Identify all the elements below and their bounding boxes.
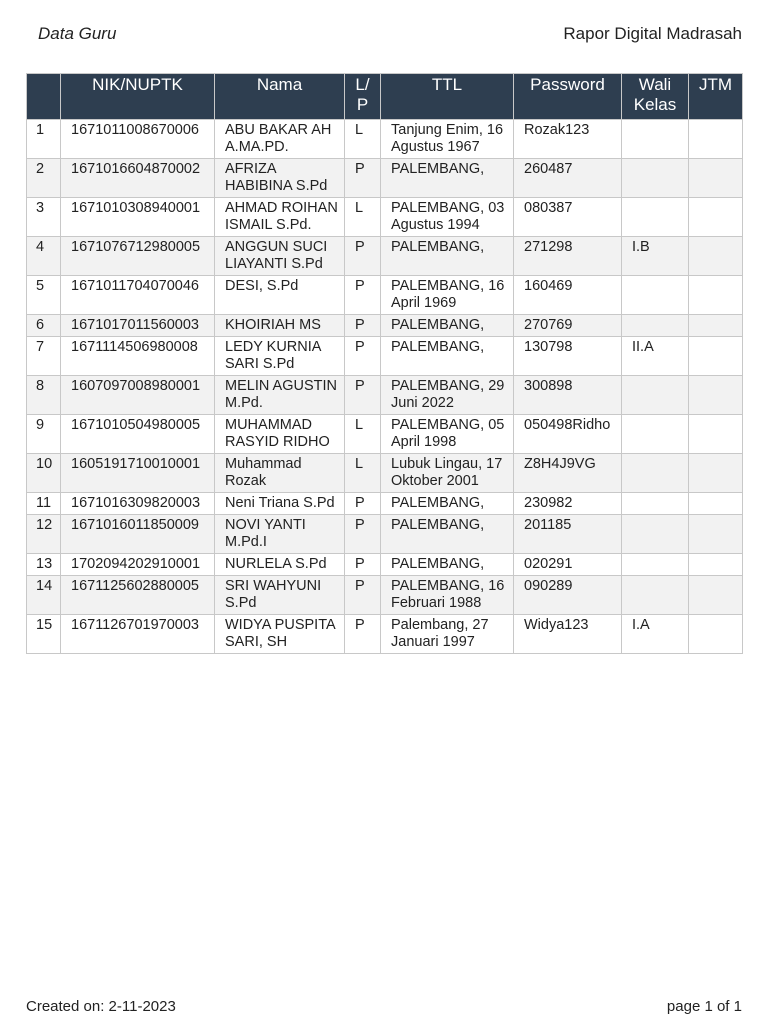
col-jtm-cell <box>689 376 743 415</box>
col-jtm-cell <box>689 198 743 237</box>
col-nik-cell: 1671017011560003 <box>61 315 215 337</box>
teacher-table <box>26 73 743 654</box>
col-nama-cell: DESI, S.Pd <box>215 276 345 315</box>
table-row <box>27 493 743 515</box>
col-number-cell: 7 <box>27 337 61 376</box>
col-jtm-cell <box>689 415 743 454</box>
col-password-cell: 080387 <box>514 198 622 237</box>
col-ttl-cell: PALEMBANG, <box>381 337 514 376</box>
col-password-cell: 271298 <box>514 237 622 276</box>
table-row <box>27 315 743 337</box>
col-number-cell: 4 <box>27 237 61 276</box>
col-gender-cell: P <box>345 493 381 515</box>
app-name: Rapor Digital Madrasah <box>563 24 742 43</box>
col-wali-kelas-cell <box>622 454 689 493</box>
document-title: Data Guru <box>38 24 117 43</box>
col-gender-header: L/ P <box>345 74 381 120</box>
col-gender-cell: L <box>345 454 381 493</box>
col-number-cell: 2 <box>27 159 61 198</box>
col-number-cell: 12 <box>27 515 61 554</box>
col-ttl-cell: PALEMBANG, <box>381 515 514 554</box>
col-password-cell: 050498Ridho <box>514 415 622 454</box>
col-jtm-cell <box>689 554 743 576</box>
col-number-cell: 13 <box>27 554 61 576</box>
col-ttl-cell: PALEMBANG, 03 Agustus 1994 <box>381 198 514 237</box>
col-ttl-header: TTL <box>381 74 514 120</box>
col-gender-cell: P <box>345 576 381 615</box>
col-gender-cell: L <box>345 415 381 454</box>
col-ttl-cell: Palembang, 27 Januari 1997 <box>381 615 514 654</box>
col-nama-cell: Neni Triana S.Pd <box>215 493 345 515</box>
col-password-cell: Widya123 <box>514 615 622 654</box>
col-nik-cell: 1671076712980005 <box>61 237 215 276</box>
col-jtm-cell <box>689 120 743 159</box>
table-row <box>27 237 743 276</box>
col-jtm-header: JTM <box>689 74 743 120</box>
col-nama-cell: WIDYA PUSPITA SARI, SH <box>215 615 345 654</box>
col-wali-kelas-cell <box>622 493 689 515</box>
col-password-cell: 260487 <box>514 159 622 198</box>
col-number-header <box>27 74 61 120</box>
col-gender-cell: P <box>345 376 381 415</box>
col-number-cell: 3 <box>27 198 61 237</box>
col-ttl-cell: PALEMBANG, 05 April 1998 <box>381 415 514 454</box>
table-row <box>27 415 743 454</box>
table-row <box>27 337 743 376</box>
col-number-cell: 8 <box>27 376 61 415</box>
col-nik-header: NIK/NUPTK <box>61 74 215 120</box>
col-gender-cell: P <box>345 315 381 337</box>
table-row <box>27 554 743 576</box>
col-wali-kelas-cell <box>622 276 689 315</box>
col-nik-cell: 1605191710010001 <box>61 454 215 493</box>
col-number-cell: 15 <box>27 615 61 654</box>
col-password-cell: 160469 <box>514 276 622 315</box>
col-wali-kelas-cell: I.A <box>622 615 689 654</box>
col-ttl-cell: PALEMBANG, 29 Juni 2022 <box>381 376 514 415</box>
col-nama-cell: SRI WAHYUNI S.Pd <box>215 576 345 615</box>
col-wali-kelas-cell <box>622 515 689 554</box>
col-nik-cell: 1671011704070046 <box>61 276 215 315</box>
col-number-cell: 1 <box>27 120 61 159</box>
col-password-cell: 230982 <box>514 493 622 515</box>
col-wali-kelas-cell <box>622 576 689 615</box>
col-nik-cell: 1671011008670006 <box>61 120 215 159</box>
table-row <box>27 515 743 554</box>
col-nik-cell: 1671010308940001 <box>61 198 215 237</box>
col-nama-cell: ANGGUN SUCI LIAYANTI S.Pd <box>215 237 345 276</box>
page-number: page 1 of 1 <box>666 998 742 1015</box>
col-wali-kelas-cell <box>622 554 689 576</box>
col-number-cell: 11 <box>27 493 61 515</box>
col-number-cell: 14 <box>27 576 61 615</box>
col-nama-cell: AFRIZA HABIBINA S.Pd <box>215 159 345 198</box>
col-nik-cell: 1671114506980008 <box>61 337 215 376</box>
col-jtm-cell <box>689 337 743 376</box>
table-row <box>27 576 743 615</box>
col-password-cell: 020291 <box>514 554 622 576</box>
col-jtm-cell <box>689 276 743 315</box>
col-wali-kelas-cell: II.A <box>622 337 689 376</box>
col-wali-kelas-cell <box>622 120 689 159</box>
col-gender-cell: P <box>345 237 381 276</box>
col-ttl-cell: Tanjung Enim, 16 Agustus 1967 <box>381 120 514 159</box>
table-row <box>27 376 743 415</box>
col-ttl-cell: PALEMBANG, <box>381 493 514 515</box>
col-number-cell: 9 <box>27 415 61 454</box>
col-nama-cell: MUHAMMAD RASYID RIDHO <box>215 415 345 454</box>
col-jtm-cell <box>689 237 743 276</box>
col-wali-kelas-cell <box>622 198 689 237</box>
col-nama-cell: NURLELA S.Pd <box>215 554 345 576</box>
col-password-cell: 300898 <box>514 376 622 415</box>
col-number-cell: 10 <box>27 454 61 493</box>
col-wali-kelas-cell <box>622 159 689 198</box>
table-header-row <box>27 74 743 120</box>
col-ttl-cell: PALEMBANG, 16 April 1969 <box>381 276 514 315</box>
col-gender-cell: P <box>345 337 381 376</box>
col-gender-cell: L <box>345 198 381 237</box>
table-row <box>27 615 743 654</box>
col-nik-cell: 1671125602880005 <box>61 576 215 615</box>
col-gender-cell: P <box>345 515 381 554</box>
col-wali-kelas-cell <box>622 376 689 415</box>
col-gender-cell: P <box>345 159 381 198</box>
col-nama-cell: LEDY KURNIA SARI S.Pd <box>215 337 345 376</box>
col-nama-cell: AHMAD ROIHAN ISMAIL S.Pd. <box>215 198 345 237</box>
table-row <box>27 198 743 237</box>
col-ttl-cell: PALEMBANG, <box>381 315 514 337</box>
col-jtm-cell <box>689 454 743 493</box>
col-ttl-cell: PALEMBANG, 16 Februari 1988 <box>381 576 514 615</box>
col-gender-cell: P <box>345 554 381 576</box>
col-nama-cell: ABU BAKAR AH A.MA.PD. <box>215 120 345 159</box>
col-wali-kelas-cell <box>622 315 689 337</box>
col-jtm-cell <box>689 315 743 337</box>
col-nik-cell: 1671010504980005 <box>61 415 215 454</box>
col-wali-kelas-header: Wali Kelas <box>622 74 689 120</box>
col-wali-kelas-cell <box>622 415 689 454</box>
col-ttl-cell: Lubuk Lingau, 17 Oktober 2001 <box>381 454 514 493</box>
col-nik-cell: 1671126701970003 <box>61 615 215 654</box>
col-jtm-cell <box>689 515 743 554</box>
col-password-cell: Rozak123 <box>514 120 622 159</box>
col-nama-cell: NOVI YANTI M.Pd.I <box>215 515 345 554</box>
col-nik-cell: 1671016604870002 <box>61 159 215 198</box>
col-nik-cell: 1607097008980001 <box>61 376 215 415</box>
col-nama-cell: MELIN AGUSTIN M.Pd. <box>215 376 345 415</box>
col-gender-cell: L <box>345 120 381 159</box>
col-number-cell: 5 <box>27 276 61 315</box>
col-wali-kelas-cell: I.B <box>622 237 689 276</box>
table-body <box>27 120 743 654</box>
col-jtm-cell <box>689 615 743 654</box>
col-password-cell: 130798 <box>514 337 622 376</box>
col-number-cell: 6 <box>27 315 61 337</box>
col-nik-cell: 1702094202910001 <box>61 554 215 576</box>
col-ttl-cell: PALEMBANG, <box>381 159 514 198</box>
col-gender-cell: P <box>345 276 381 315</box>
col-nama-header: Nama <box>215 74 345 120</box>
col-jtm-cell <box>689 493 743 515</box>
created-date: Created on: 2-11-2023 <box>26 998 176 1015</box>
table-row <box>27 454 743 493</box>
col-password-cell: 201185 <box>514 515 622 554</box>
col-jtm-cell <box>689 576 743 615</box>
col-ttl-cell: PALEMBANG, <box>381 554 514 576</box>
table-row <box>27 159 743 198</box>
col-ttl-cell: PALEMBANG, <box>381 237 514 276</box>
col-gender-cell: P <box>345 615 381 654</box>
table-row <box>27 276 743 315</box>
col-nama-cell: KHOIRIAH MS <box>215 315 345 337</box>
col-nama-cell: Muhammad Rozak <box>215 454 345 493</box>
col-password-header: Password <box>514 74 622 120</box>
col-jtm-cell <box>689 159 743 198</box>
col-password-cell: 090289 <box>514 576 622 615</box>
col-password-cell: 270769 <box>514 315 622 337</box>
col-nik-cell: 1671016309820003 <box>61 493 215 515</box>
col-nik-cell: 1671016011850009 <box>61 515 215 554</box>
col-password-cell: Z8H4J9VG <box>514 454 622 493</box>
table-row <box>27 120 743 159</box>
